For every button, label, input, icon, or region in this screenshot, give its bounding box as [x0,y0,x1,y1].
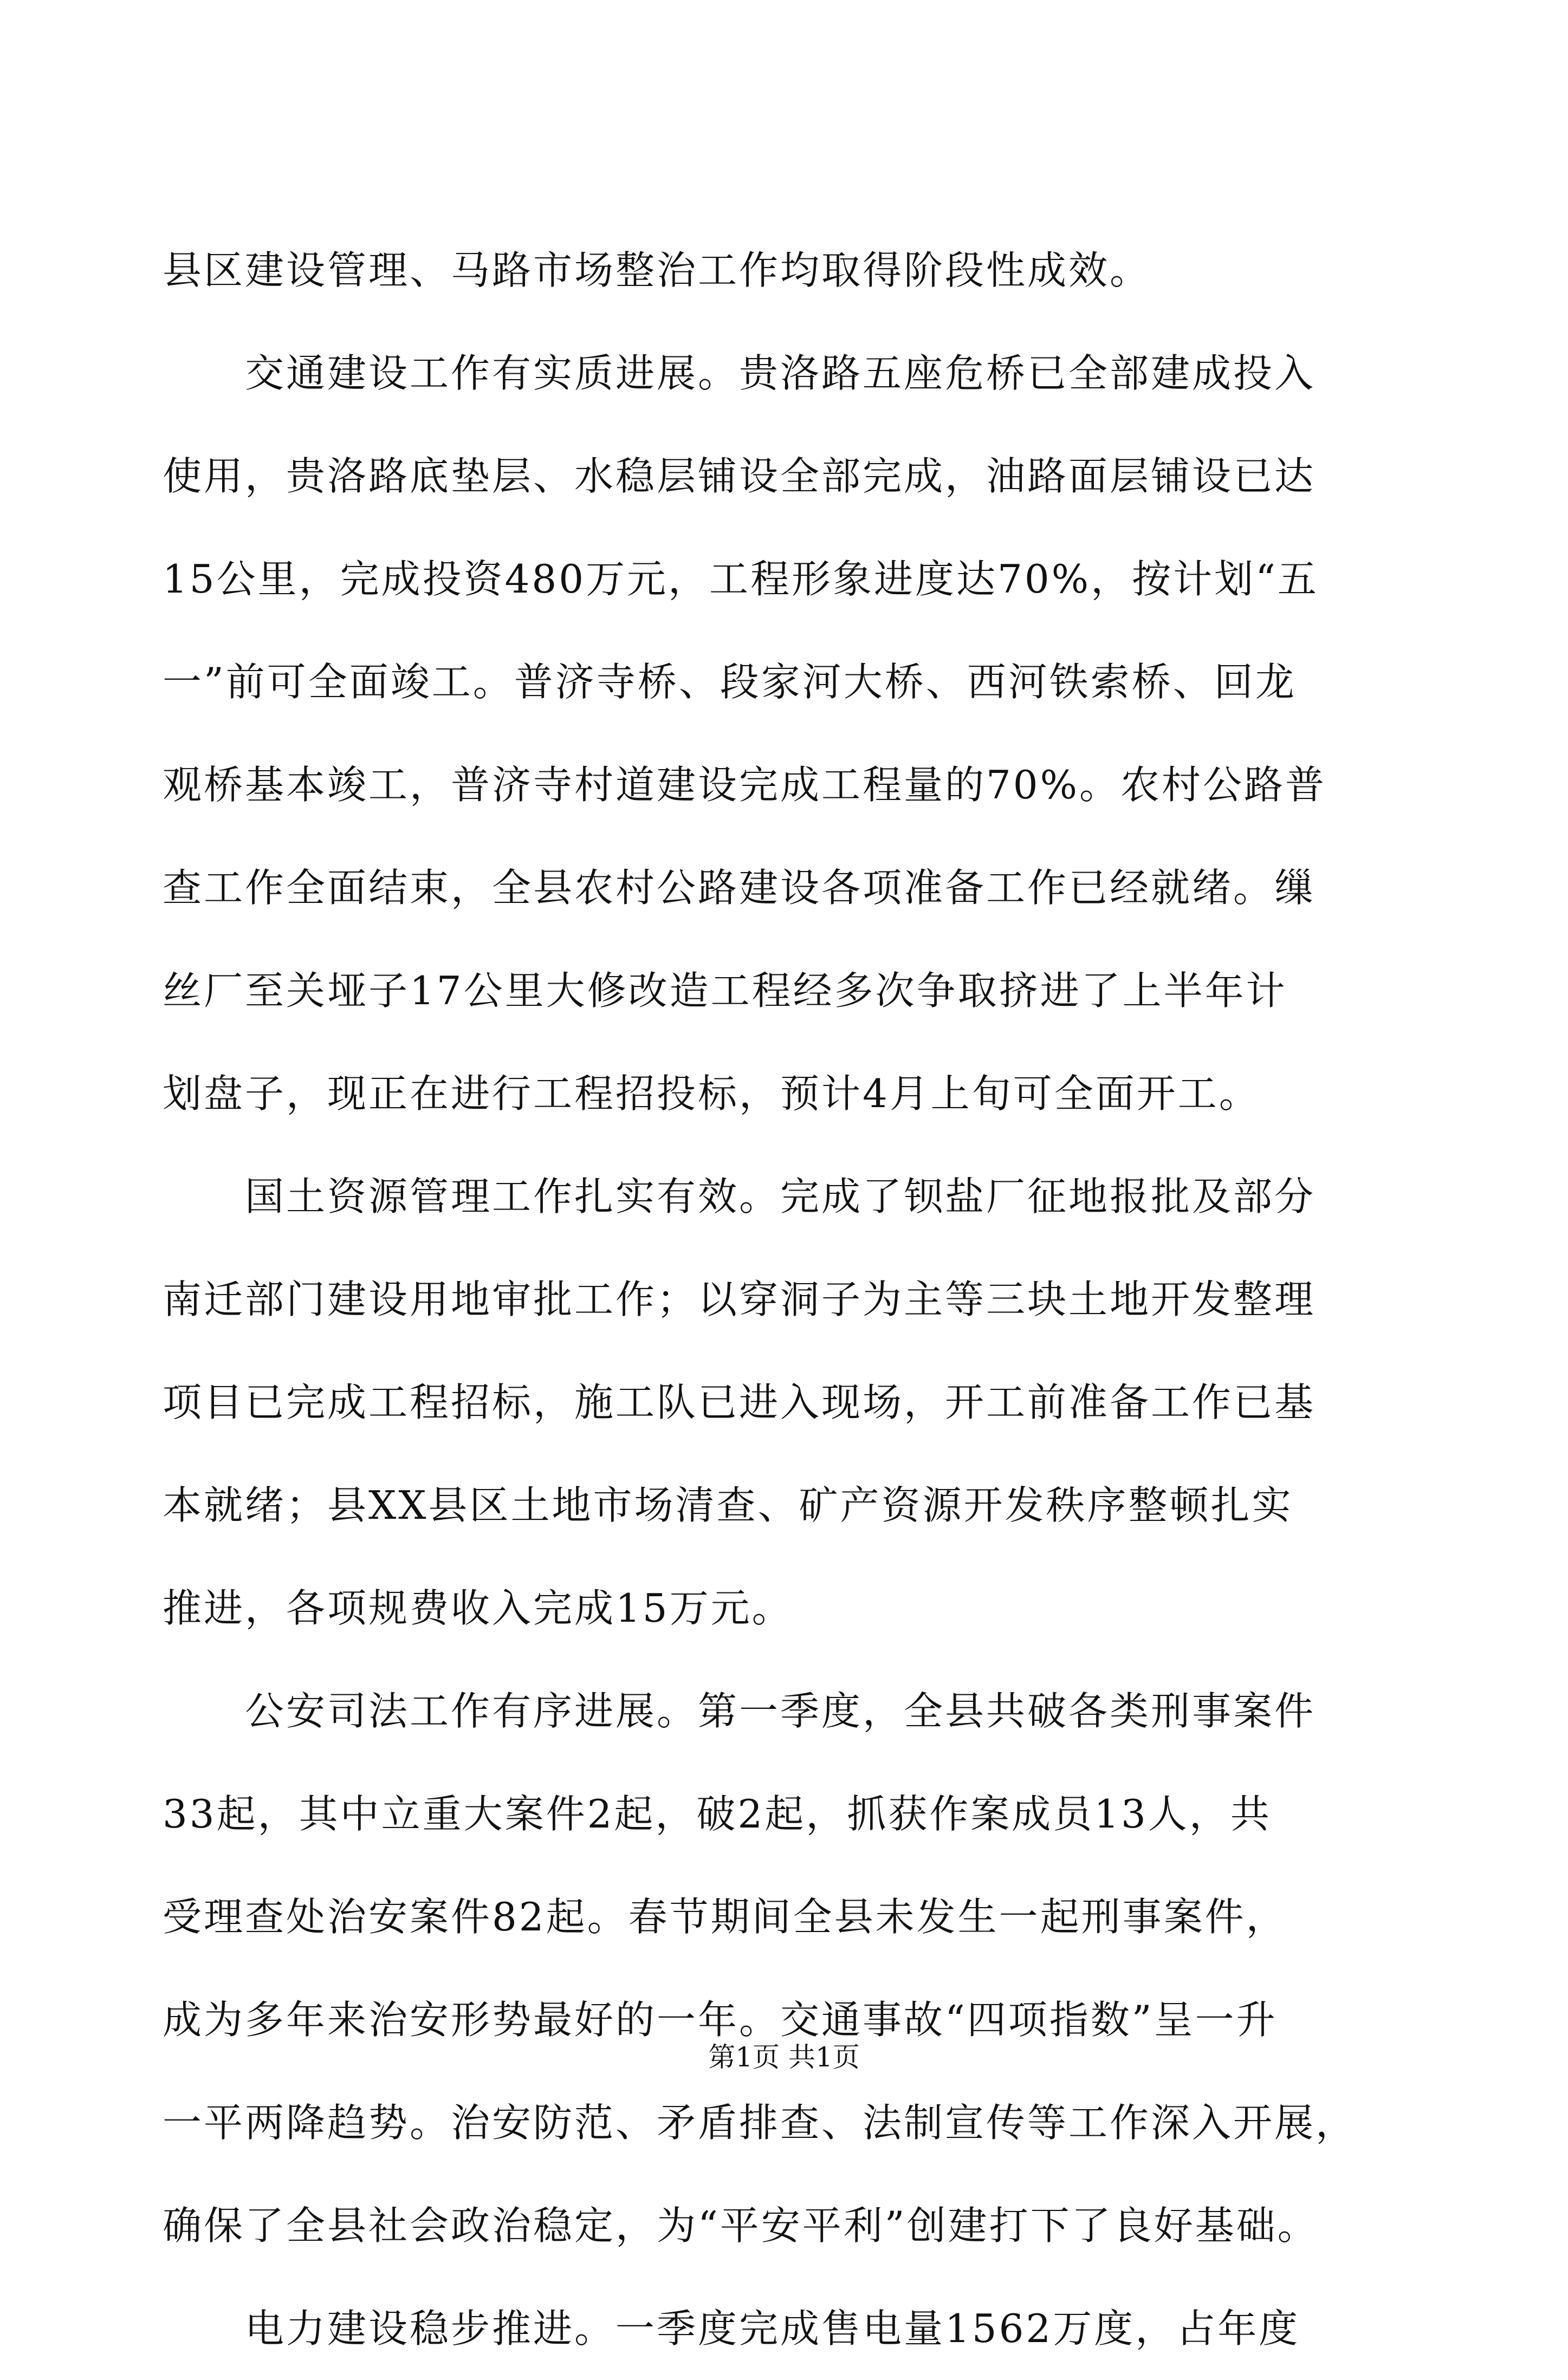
text-line: 公安司法工作有序进展。第一季度，全县共破各类刑事案件 [163,1688,1316,1734]
text-line: 南迁部门建设用地审批工作；以穿洞子为主等三块土地开发整理 [163,1277,1316,1322]
text-line: 确保了全县社会政治稳定，为“平安平利”创建打下了良好基础。 [163,2203,1319,2248]
text-line: 一”前可全面竣工。普济寺桥、段家河大桥、西河铁索桥、回龙 [163,659,1297,705]
text-line: 本就绪；县XX县区土地市场清查、矿产资源开发秩序整顿扎实 [163,1482,1293,1528]
text-line: 项目已完成工程招标，施工队已进入现场，开工前准备工作已基 [163,1380,1316,1425]
text-line: 交通建设工作有实质进展。贵洛路五座危桥已全部建成投入 [163,350,1316,396]
text-line: 33起，其中立重大案件2起，破2起，抓获作案成员13人，共 [163,1791,1272,1837]
text-line: 15公里，完成投资480万元，工程形象进度达70%，按计划“五 [163,556,1319,602]
text-line: 丝厂至关垭子17公里大修改造工程经多次争取挤进了上半年计 [163,968,1287,1013]
text-line: 成为多年来治安形势最好的一年。交通事故“四项指数”呈一升 [163,1997,1278,2043]
text-line: 查工作全面结束，全县农村公路建设各项准备工作已经就绪。缫 [163,865,1316,911]
text-line: 电力建设稳步推进。一季度完成售电量1562万度，占年度 [163,2306,1300,2351]
text-line: 划盘子，现正在进行工程招投标，预计4月上旬可全面开工。 [163,1071,1260,1116]
text-line: 使用，贵洛路底垫层、水稳层铺设全部完成，油路面层铺设已达 [163,453,1316,499]
text-line: 县区建设管理、马路市场整治工作均取得阶段性成效。 [163,248,1151,293]
text-line: 国土资源管理工作扎实有效。完成了钡盐厂征地报批及部分 [163,1174,1316,1219]
text-line: 观桥基本竣工，普济寺村道建设完成工程量的70%。农村公路普 [163,762,1327,808]
text-line: 推进，各项规费收入完成15万元。 [163,1585,793,1631]
page-footer: 第1页 共1页 [708,2041,860,2073]
text-line: 一平两降趋势。治安防范、矛盾排查、法制宣传等工作深入开展， [163,2100,1357,2145]
text-line: 受理查处治安案件82起。春节期间全县未发生一起刑事案件， [163,1894,1287,1940]
